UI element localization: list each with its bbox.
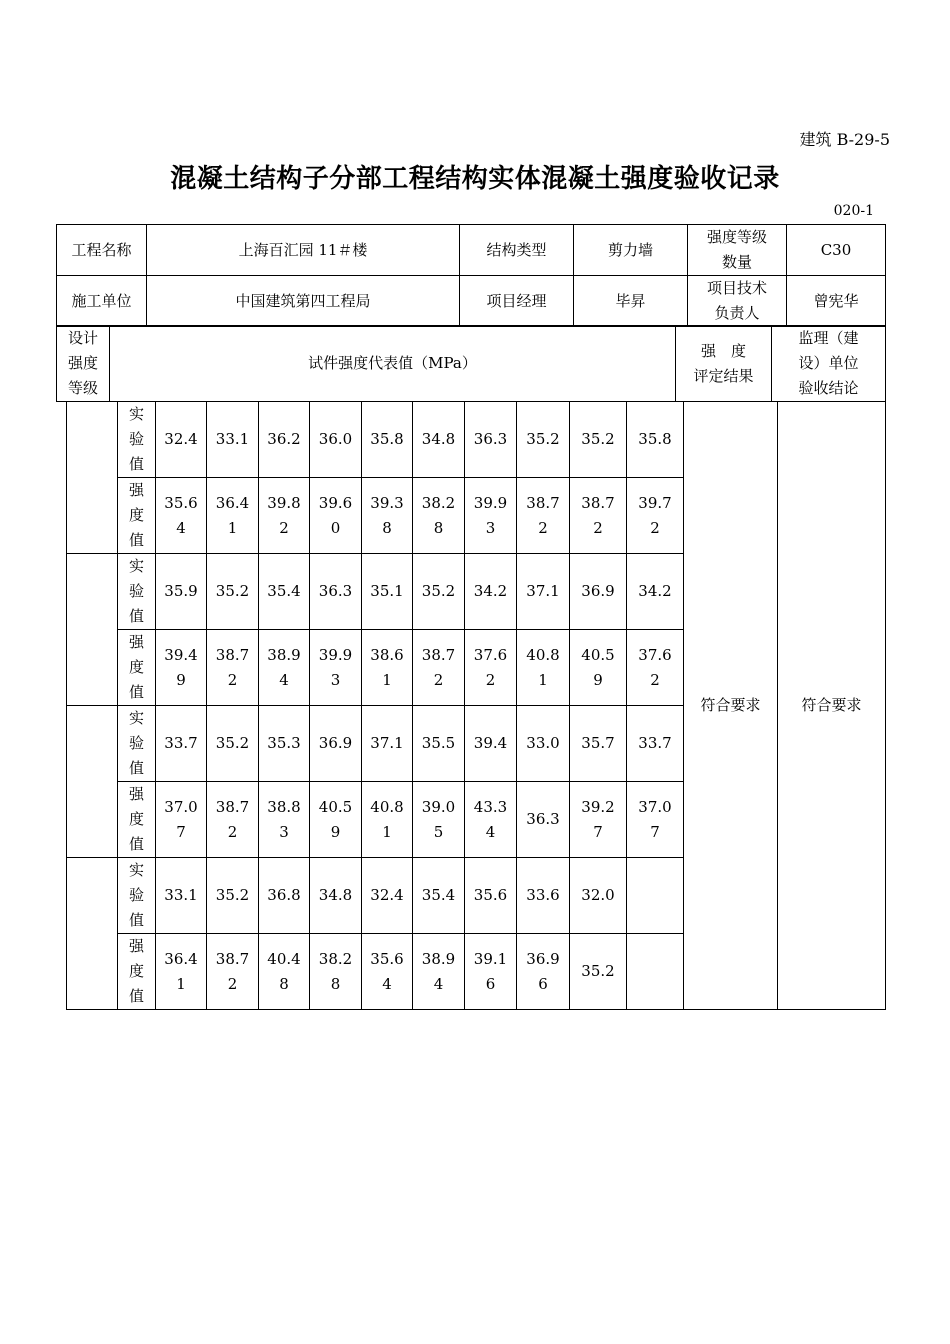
test-value-cell: 36.9	[310, 706, 362, 782]
strength-value-cell: 38.2 8	[413, 478, 465, 554]
strength-value-cell: 39.0 5	[413, 782, 465, 858]
test-value-cell: 35.2	[207, 858, 259, 934]
tech-lead-value: 曾宪华	[787, 276, 886, 327]
test-value-label: 实 验 值	[118, 858, 156, 934]
test-value-cell: 32.4	[362, 858, 413, 934]
design-grade-line3: 等级	[67, 379, 98, 397]
strength-value-cell: 37.0 7	[627, 782, 684, 858]
strength-value-cell: 39.9 3	[310, 630, 362, 706]
test-value-cell: 36.0	[310, 402, 362, 478]
structure-type-value: 剪力墙	[574, 225, 688, 276]
grade-count-label	[688, 225, 787, 276]
test-value-cell: 35.2	[517, 402, 570, 478]
test-value-cell: 35.8	[627, 402, 684, 478]
test-value-cell: 35.8	[362, 402, 413, 478]
supervisor-header-line3: 验收结论	[798, 379, 859, 397]
strength-value-cell: 39.6 0	[310, 478, 362, 554]
strength-value-cell: 40.5 9	[570, 630, 627, 706]
form-number: 020-1	[833, 203, 874, 219]
document-code: 建筑 B-29-5	[799, 130, 890, 149]
strength-value-cell: 40.8 1	[362, 782, 413, 858]
strength-data-table	[66, 401, 886, 1010]
test-value-cell: 37.1	[362, 706, 413, 782]
test-value-cell: 35.1	[362, 554, 413, 630]
test-value-cell: 33.7	[627, 706, 684, 782]
test-value-cell: 34.8	[413, 402, 465, 478]
design-grade-header	[57, 326, 110, 402]
test-value-cell: 35.2	[413, 554, 465, 630]
test-value-cell: 36.3	[465, 402, 517, 478]
test-value-cell	[627, 858, 684, 934]
strength-value-cell: 38.7 2	[207, 934, 259, 1010]
test-value-label: 实 验 值	[118, 554, 156, 630]
design-grade-cell	[67, 402, 118, 554]
project-name-label: 工程名称	[57, 225, 147, 276]
page-title: 混凝土结构子分部工程结构实体混凝土强度验收记录	[170, 164, 780, 194]
test-value-cell: 33.1	[156, 858, 207, 934]
strength-value-cell: 38.9 4	[413, 934, 465, 1010]
strength-value-cell: 38.7 2	[570, 478, 627, 554]
strength-value-cell: 40.8 1	[517, 630, 570, 706]
tech-lead-label-line1: 项目技术	[706, 279, 767, 297]
strength-value-cell: 36.4 1	[207, 478, 259, 554]
manager-value: 毕昇	[574, 276, 688, 327]
supervisor-result-cell: 符合要求	[778, 402, 886, 1010]
test-value-cell: 36.8	[259, 858, 310, 934]
manager-label: 项目经理	[460, 276, 574, 327]
strength-value-cell: 38.7 2	[413, 630, 465, 706]
strength-value-cell: 39.4 9	[156, 630, 207, 706]
test-value-cell: 35.9	[156, 554, 207, 630]
strength-value-cell: 39.8 2	[259, 478, 310, 554]
test-value-cell: 34.2	[465, 554, 517, 630]
test-value-cell: 34.2	[627, 554, 684, 630]
column-header-table	[56, 325, 886, 402]
grade-value: C30	[787, 225, 886, 276]
test-value-cell: 36.9	[570, 554, 627, 630]
strength-value-cell: 35.2	[570, 934, 627, 1010]
contractor-value: 中国建筑第四工程局	[147, 276, 460, 327]
strength-value-label: 强 度 值	[118, 630, 156, 706]
test-value-cell: 34.8	[310, 858, 362, 934]
strength-value-cell: 40.5 9	[310, 782, 362, 858]
structure-type-label: 结构类型	[460, 225, 574, 276]
strength-value-cell: 37.6 2	[627, 630, 684, 706]
test-value-cell: 35.3	[259, 706, 310, 782]
strength-value-cell: 38.7 2	[517, 478, 570, 554]
specimen-header: 试件强度代表值（MPa）	[110, 326, 676, 402]
strength-value-label: 强 度 值	[118, 478, 156, 554]
design-grade-cell	[67, 554, 118, 706]
strength-value-cell: 39.2 7	[570, 782, 627, 858]
strength-value-cell: 38.9 4	[259, 630, 310, 706]
test-value-cell: 37.1	[517, 554, 570, 630]
tech-lead-label-line2: 负责人	[714, 304, 760, 322]
test-value-cell: 33.6	[517, 858, 570, 934]
test-value-label: 实 验 值	[118, 402, 156, 478]
strength-value-cell: 36.3	[517, 782, 570, 858]
test-value-cell: 36.2	[259, 402, 310, 478]
supervisor-header	[772, 326, 886, 402]
strength-value-cell: 39.7 2	[627, 478, 684, 554]
test-value-cell: 35.2	[207, 554, 259, 630]
strength-value-cell: 38.8 3	[259, 782, 310, 858]
strength-value-cell: 39.1 6	[465, 934, 517, 1010]
grade-count-label-line2: 数量	[721, 253, 752, 271]
strength-value-cell: 35.6 4	[156, 478, 207, 554]
eval-result-cell: 符合要求	[684, 402, 778, 1010]
strength-value-cell: 40.4 8	[259, 934, 310, 1010]
strength-value-cell: 38.7 2	[207, 630, 259, 706]
test-value-cell: 33.7	[156, 706, 207, 782]
strength-value-cell: 35.6 4	[362, 934, 413, 1010]
test-value-label: 实 验 值	[118, 706, 156, 782]
test-value-cell: 35.2	[570, 402, 627, 478]
design-grade-cell	[67, 858, 118, 1010]
test-value-cell: 35.4	[413, 858, 465, 934]
strength-value-cell	[627, 934, 684, 1010]
strength-value-label: 强 度 值	[118, 782, 156, 858]
design-grade-line2: 强度	[67, 354, 98, 372]
project-name-value: 上海百汇园 11＃楼	[147, 225, 460, 276]
strength-value-cell: 43.3 4	[465, 782, 517, 858]
strength-value-cell: 39.9 3	[465, 478, 517, 554]
test-value-cell: 32.0	[570, 858, 627, 934]
grade-count-label-line1: 强度等级	[706, 228, 767, 246]
strength-value-cell: 37.6 2	[465, 630, 517, 706]
test-value-cell: 35.6	[465, 858, 517, 934]
strength-value-cell: 36.4 1	[156, 934, 207, 1010]
eval-header-line2: 评定结果	[693, 366, 754, 385]
test-value-cell: 33.1	[207, 402, 259, 478]
test-value-cell: 35.7	[570, 706, 627, 782]
strength-value-label: 强 度 值	[118, 934, 156, 1010]
test-value-cell: 33.0	[517, 706, 570, 782]
test-value-cell: 35.2	[207, 706, 259, 782]
supervisor-header-line1: 监理（建	[798, 329, 859, 347]
eval-header-line1: 强 度	[700, 341, 746, 360]
contractor-label: 施工单位	[57, 276, 147, 327]
strength-value-cell: 38.6 1	[362, 630, 413, 706]
supervisor-header-line2: 设）单位	[798, 354, 859, 372]
strength-value-cell: 37.0 7	[156, 782, 207, 858]
strength-value-cell: 36.9 6	[517, 934, 570, 1010]
design-grade-cell	[67, 706, 118, 858]
test-value-cell: 32.4	[156, 402, 207, 478]
test-value-cell: 35.5	[413, 706, 465, 782]
tech-lead-label	[688, 276, 787, 327]
test-value-cell: 36.3	[310, 554, 362, 630]
info-table	[56, 224, 886, 327]
strength-value-cell: 38.2 8	[310, 934, 362, 1010]
strength-value-cell: 38.7 2	[207, 782, 259, 858]
design-grade-line1: 设计	[67, 329, 98, 347]
table-row	[67, 402, 886, 478]
strength-value-cell: 39.3 8	[362, 478, 413, 554]
test-value-cell: 35.4	[259, 554, 310, 630]
eval-header	[676, 326, 772, 402]
test-value-cell: 39.4	[465, 706, 517, 782]
